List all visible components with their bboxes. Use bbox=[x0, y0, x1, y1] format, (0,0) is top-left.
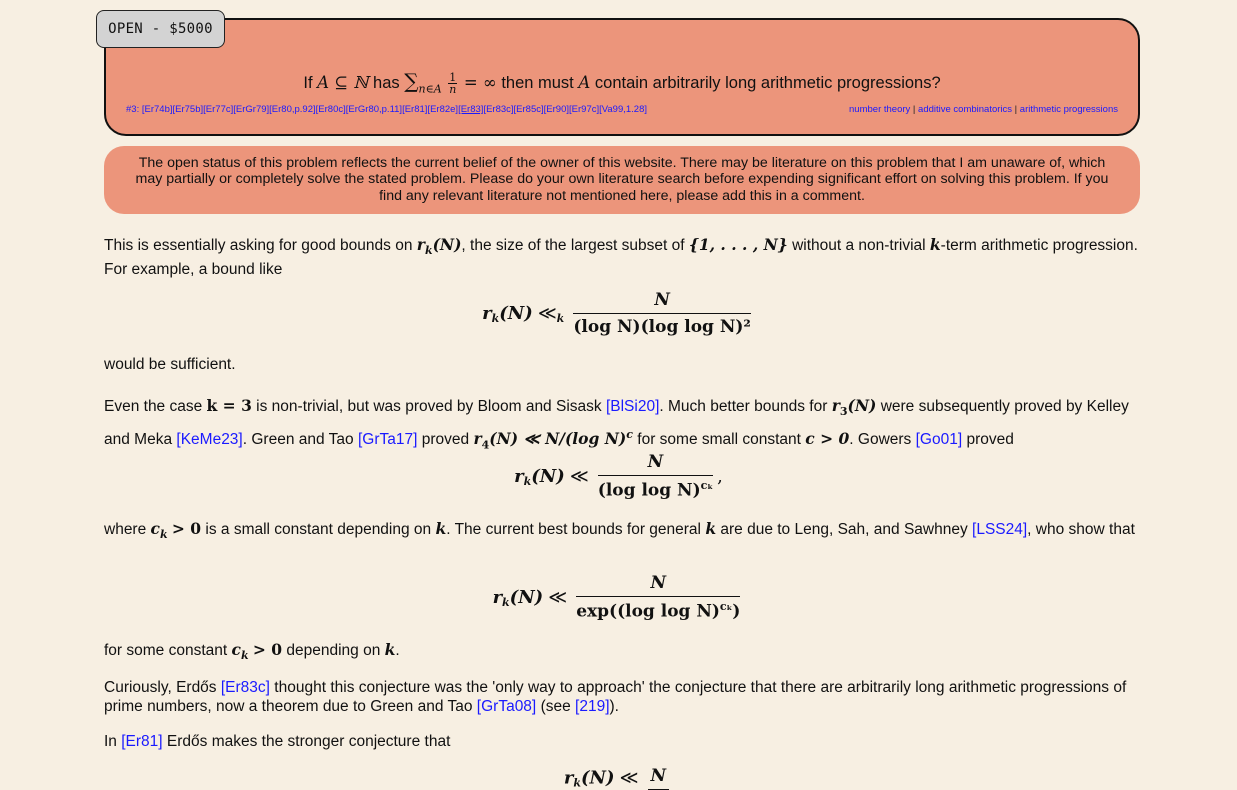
reference-link[interactable]: [Er82e] bbox=[427, 104, 459, 115]
math: r bbox=[473, 429, 482, 449]
text: . Gowers bbox=[849, 431, 912, 449]
math: c > 0 bbox=[805, 429, 850, 449]
equation-2 bbox=[0, 452, 1237, 501]
reference-link[interactable]: [Go01] bbox=[915, 431, 963, 449]
math: cₖ bbox=[719, 600, 733, 613]
math: {1, . . . , N} bbox=[688, 235, 788, 254]
reference-link[interactable]: [Er81] bbox=[121, 733, 163, 750]
math: > 0 bbox=[252, 640, 283, 659]
math: (N) bbox=[509, 586, 544, 608]
fraction bbox=[598, 452, 713, 501]
topic-separator: | bbox=[912, 104, 916, 115]
topic-separator: | bbox=[1014, 104, 1018, 115]
math: , bbox=[717, 465, 723, 487]
text: for some constant bbox=[104, 642, 228, 659]
fraction bbox=[448, 72, 457, 95]
math: ≪ bbox=[548, 586, 568, 608]
fraction bbox=[573, 290, 751, 337]
reference-link[interactable]: [Er75b] bbox=[172, 104, 204, 115]
math: (N) bbox=[499, 303, 533, 324]
math: (N) bbox=[847, 396, 877, 415]
text: , who show that bbox=[1027, 521, 1135, 538]
fraction bbox=[648, 766, 670, 790]
equation-3 bbox=[0, 573, 1237, 622]
math: cₖ bbox=[700, 479, 714, 492]
paragraph bbox=[104, 732, 1144, 751]
math: k bbox=[502, 596, 510, 610]
math: (N) bbox=[432, 235, 462, 254]
fraction-numerator: 1 bbox=[449, 71, 457, 85]
topic-link[interactable]: arithmetic progressions bbox=[1019, 104, 1118, 115]
math: r bbox=[492, 586, 503, 608]
topic-tags bbox=[849, 104, 1118, 115]
paragraph: would be sufficient. bbox=[104, 356, 236, 373]
math: c bbox=[626, 428, 633, 442]
sum-symbol: ∑ bbox=[404, 69, 419, 93]
reference-link[interactable]: [ErGr79] bbox=[233, 104, 270, 115]
text: Even the case bbox=[104, 398, 203, 415]
math: k bbox=[573, 776, 582, 790]
math: c bbox=[150, 519, 160, 538]
math: (N) bbox=[531, 465, 565, 487]
paragraph bbox=[104, 519, 1144, 544]
equation-1 bbox=[0, 290, 1237, 337]
statement-text: If bbox=[303, 74, 313, 92]
text: . The current best bounds for general bbox=[446, 521, 701, 538]
status-badge: OPEN - $5000 bbox=[96, 10, 225, 48]
math: k bbox=[159, 528, 168, 542]
text: Curiously, Erdős bbox=[104, 679, 217, 696]
text: proved bbox=[421, 431, 470, 449]
text: . bbox=[395, 642, 400, 659]
equation-4 bbox=[0, 766, 1237, 790]
fraction-numerator: N bbox=[598, 452, 713, 476]
text: -term arithmetic progression. For example, a bound like bbox=[104, 237, 1138, 279]
statement-math: = ∞ bbox=[463, 73, 497, 92]
open-status-notice: The open status of this problem reflects the current belief of the owner of this website. There may be literature on this problem that I am unaware of, which may partially or completely solve the stated problem. Please do your own literature search before expending significant effort on solving this problem. If you find any relevant literature not mentioned here, please add this in a comment. bbox=[104, 146, 1140, 214]
fraction-numerator: N bbox=[648, 766, 670, 790]
math: k bbox=[240, 649, 249, 663]
sum-subscript: n∈A bbox=[418, 82, 442, 96]
reference-link[interactable]: [Er80,p.92] bbox=[269, 104, 316, 115]
math: k bbox=[705, 519, 717, 538]
math: > 0 bbox=[171, 519, 202, 538]
reference-link[interactable]: [Er80c] bbox=[315, 104, 346, 115]
paragraph bbox=[104, 640, 1144, 665]
statement-text: then must bbox=[501, 74, 574, 92]
text: , the size of the largest subset of bbox=[461, 237, 685, 254]
text: In bbox=[104, 733, 117, 750]
text: where bbox=[104, 521, 147, 538]
math: ≪ bbox=[569, 465, 589, 487]
reference-link[interactable]: [GrTa08] bbox=[476, 698, 537, 715]
reference-link[interactable]: [Er74b] bbox=[141, 104, 173, 115]
text: depending on bbox=[286, 642, 381, 659]
reference-link[interactable]: [LSS24] bbox=[972, 521, 1028, 538]
reference-link[interactable]: [Er83] bbox=[458, 104, 484, 115]
text: . Much better bounds for bbox=[659, 398, 828, 415]
math: ≪ bbox=[537, 303, 557, 324]
text: This is essentially asking for good bounds on bbox=[104, 237, 413, 254]
fraction-denominator bbox=[576, 597, 740, 622]
reference-link[interactable]: [Er81] bbox=[402, 104, 428, 115]
reference-list bbox=[126, 104, 647, 115]
reference-link[interactable]: [Va99,1.28] bbox=[599, 104, 648, 115]
math: (N) bbox=[581, 767, 615, 789]
reference-link[interactable]: [Er77c] bbox=[203, 104, 234, 115]
math: c bbox=[231, 640, 241, 659]
reference-link[interactable]: [BlSi20] bbox=[605, 398, 660, 415]
statement-text: has bbox=[373, 74, 400, 92]
math: ) bbox=[732, 601, 741, 622]
text: ). bbox=[609, 698, 619, 715]
math: k bbox=[384, 640, 396, 659]
statement-math: A ⊆ ℕ bbox=[317, 73, 369, 92]
math: k = 3 bbox=[206, 396, 252, 415]
topic-link[interactable]: number theory bbox=[849, 104, 911, 115]
paragraph bbox=[104, 235, 1144, 279]
math: r bbox=[416, 235, 425, 254]
reference-link[interactable]: [Er83c] bbox=[483, 104, 514, 115]
fraction-denominator: (log N)(log log N)² bbox=[573, 317, 751, 337]
math: 4 bbox=[481, 438, 490, 452]
fraction bbox=[576, 573, 740, 622]
statement-text: contain arbitrarily long arithmetic progressions? bbox=[594, 74, 941, 92]
math: (N) ≪ N/(log N) bbox=[489, 429, 627, 449]
math: ≪ bbox=[619, 767, 639, 789]
problem-statement bbox=[106, 69, 1138, 95]
problem-number-link[interactable]: #3: bbox=[126, 104, 140, 115]
text: were subsequently proved by Kelley and Meka bbox=[104, 398, 1129, 449]
text: is non-trivial, but was proved by Bloom and Sisask bbox=[256, 398, 602, 415]
text: (see bbox=[540, 698, 571, 715]
fraction-denominator: n bbox=[449, 83, 457, 97]
math: k bbox=[435, 519, 447, 538]
math: r bbox=[514, 465, 524, 487]
text: are due to Leng, Sah, and Sawhney bbox=[720, 521, 968, 538]
reference-link[interactable]: [ErGr80,p.11] bbox=[345, 104, 403, 115]
text: proved bbox=[966, 431, 1014, 449]
text: without a non-trivial bbox=[792, 237, 926, 254]
reference-link[interactable]: [Er83c] bbox=[220, 679, 270, 696]
paragraph bbox=[104, 394, 1144, 456]
math: 3 bbox=[839, 405, 848, 419]
problem-box bbox=[104, 18, 1140, 136]
reference-link[interactable]: [219] bbox=[575, 698, 610, 715]
text: thought this conjecture was the 'only way to approach' the conjecture that there are arbitrarily long arithmetic progressions of prime numbers, now a theorem due to Green and Tao bbox=[104, 679, 1127, 715]
statement-math: A bbox=[578, 73, 591, 92]
reference-link[interactable]: [Er85c] bbox=[513, 104, 544, 115]
reference-link[interactable]: [Er90] bbox=[543, 104, 570, 115]
text: . Green and Tao bbox=[242, 431, 354, 449]
math: r bbox=[563, 767, 574, 789]
math: r bbox=[482, 303, 492, 324]
text: is a small constant depending on bbox=[205, 521, 432, 538]
math: k bbox=[556, 312, 565, 326]
math: exp((log log N) bbox=[576, 601, 720, 622]
math: k bbox=[491, 312, 500, 326]
math: r bbox=[831, 396, 840, 415]
reference-link[interactable]: [Er97c] bbox=[569, 104, 600, 115]
math: k bbox=[523, 475, 532, 489]
text: for some small constant bbox=[637, 431, 801, 449]
math: k bbox=[424, 244, 433, 258]
math: k bbox=[929, 235, 941, 254]
reference-link[interactable]: [GrTa17] bbox=[357, 431, 418, 449]
fraction-numerator: N bbox=[573, 290, 751, 314]
fraction-numerator: N bbox=[576, 573, 740, 597]
topic-link[interactable]: additive combinatorics bbox=[918, 104, 1013, 115]
paragraph bbox=[104, 678, 1144, 716]
fraction-denominator bbox=[598, 476, 713, 501]
math: (log log N) bbox=[597, 480, 701, 501]
text: Erdős makes the stronger conjecture that bbox=[166, 733, 451, 750]
reference-link[interactable]: [KeMe23] bbox=[176, 431, 243, 449]
